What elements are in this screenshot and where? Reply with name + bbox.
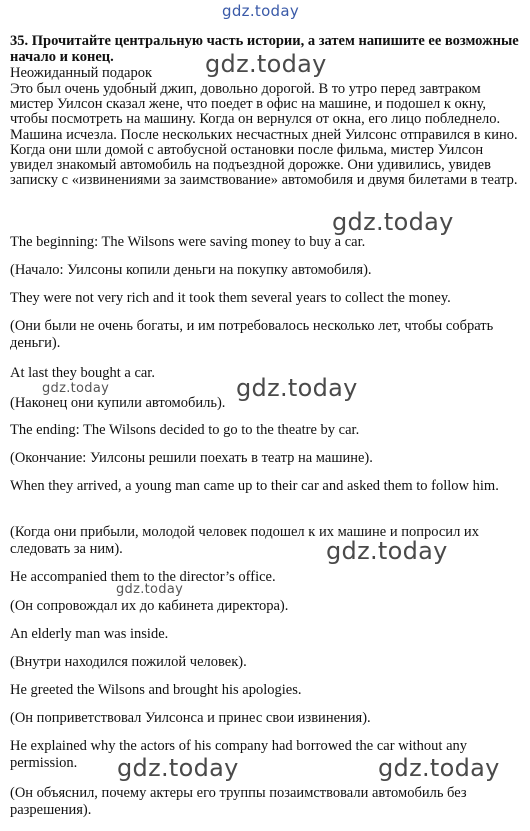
- watermark-2: gdz.today: [332, 208, 454, 236]
- line-beginning-ru: (Начало: Уилсоны копили деньги на покупку автомобиля).: [10, 262, 372, 278]
- watermark-small-1: gdz.today: [42, 381, 110, 396]
- line-3-ru: (Наконец они купили автомобиль).: [10, 395, 226, 411]
- line-9: He explained why the actors of his company had borrowed the car without any permission.: [10, 738, 468, 771]
- exercise-title: 35. Прочитайте центральную часть истории, а затем напишите ее возможные начало и конец.: [10, 33, 519, 65]
- story-title: Неожиданный подарок: [10, 65, 152, 81]
- line-3: At last they bought a car.: [10, 365, 155, 381]
- line-2: They were not very rich and it took them several years to collect the money.: [10, 290, 451, 306]
- line-5: When they arrived, a young man came up to their car and asked them to follow him.: [10, 478, 499, 494]
- line-5-ru: (Когда они прибыли, молодой человек подошел к их машине и попросил их следовать за ним).: [10, 524, 479, 557]
- line-8: He greeted the Wilsons and brought his apologies.: [10, 682, 302, 698]
- watermark-4: gdz.today: [326, 537, 448, 565]
- watermark-1: gdz.today: [205, 50, 327, 78]
- line-8-ru: (Он поприветствовал Уилсонса и принес свои извинения).: [10, 710, 371, 726]
- watermark-small-2: gdz.today: [116, 582, 184, 597]
- line-2-ru: (Они были не очень богаты, и им потребовалось несколько лет, чтобы собрать деньги).: [10, 318, 494, 351]
- line-6: He accompanied them to the director’s office.: [10, 569, 276, 585]
- line-ending: The ending: The Wilsons decided to go to the theatre by car.: [10, 422, 360, 438]
- watermark-5: gdz.today: [117, 754, 239, 782]
- watermark-3: gdz.today: [236, 374, 358, 402]
- watermark-6: gdz.today: [378, 754, 500, 782]
- line-ending-ru: (Окончание: Уилсоны решили поехать в театр на машине).: [10, 450, 373, 466]
- line-7-ru: (Внутри находился пожилой человек).: [10, 654, 247, 670]
- line-9-ru: (Он объяснил, почему актеры его труппы позаимствовали автомобиль без разрешения).: [10, 785, 467, 818]
- line-7: An elderly man was inside.: [10, 626, 169, 642]
- watermark-top: gdz.today: [222, 2, 300, 20]
- line-6-ru: (Он сопровождал их до кабинета директора).: [10, 598, 289, 614]
- line-beginning: The beginning: The Wilsons were saving money to buy a car.: [10, 234, 366, 250]
- story-text: Это был очень удобный джип, довольно дорогой. В то утро перед завтраком мистер Уилсон сказал жене, что поедет в офис на машине, и подошел к окну, чтобы посмотреть на машину. Когда он вернулся от окна, его лицо побледнело. Машина исчезла. После нескольких несчастных дней Уилсонс отправился в кино. Когда они шли домой с автобусной остановки после фильма, мистер Уилсон увидел знакомый автомобиль на подъездной дорожке. Они удивились, увидев записку с «извинениями за заимствование» автомобиля и двумя билетами в театр.: [10, 81, 518, 189]
